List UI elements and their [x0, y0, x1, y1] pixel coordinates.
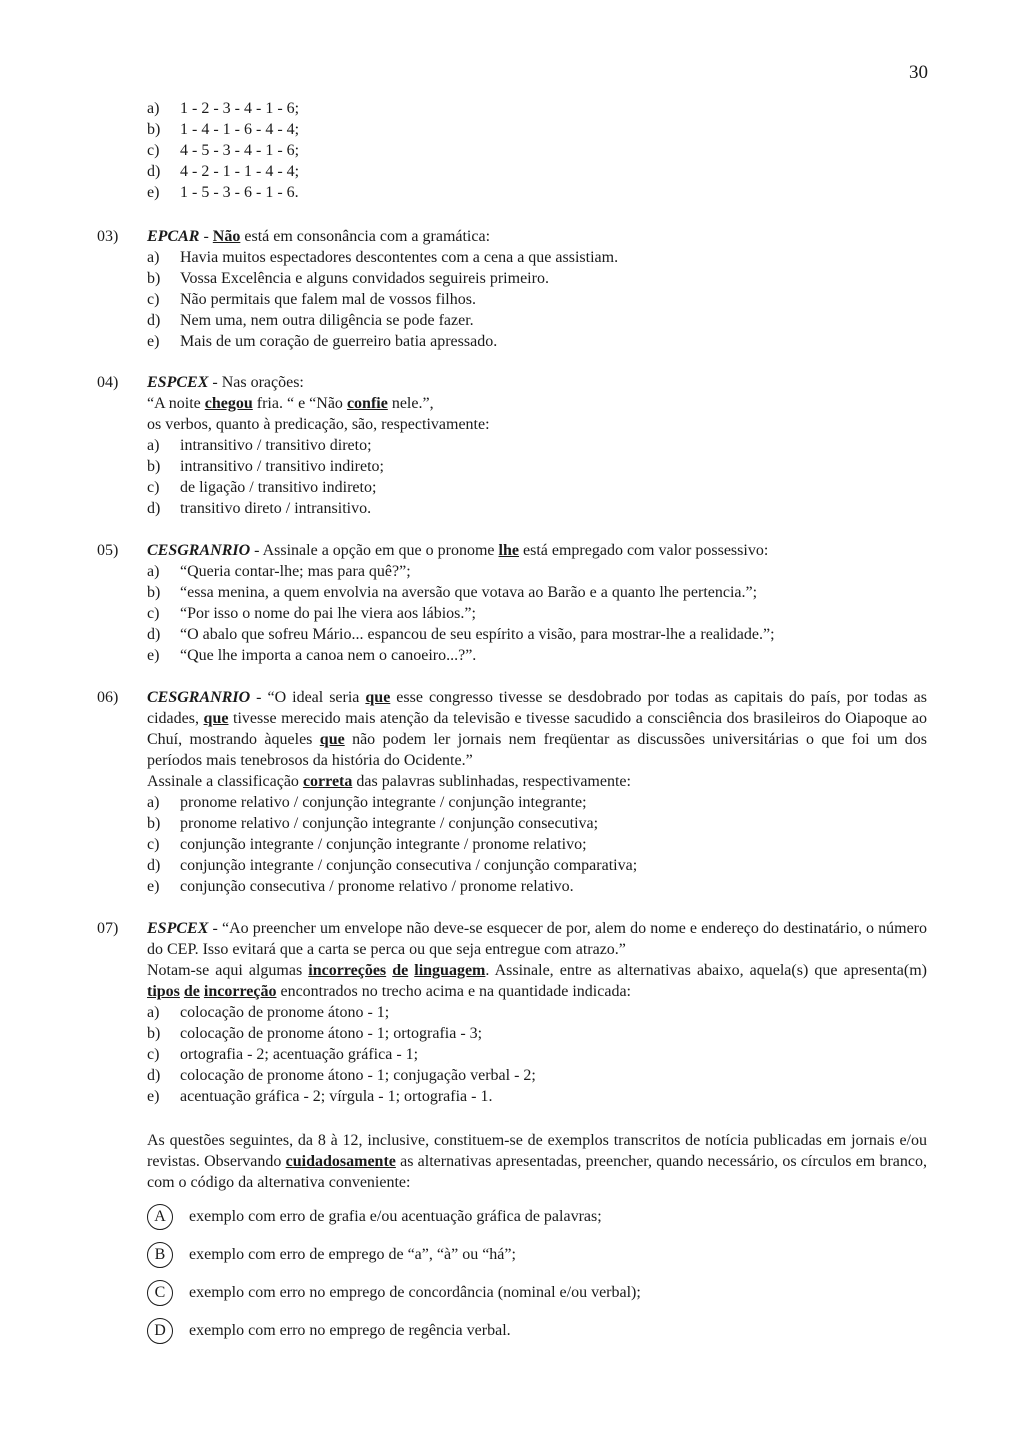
- option-letter: d): [147, 163, 161, 180]
- option-text: intransitivo / transitivo indireto;: [180, 458, 384, 475]
- option-item: [147, 182, 927, 203]
- option-text: conjunção integrante / conjunção consecutiva / conjunção comparativa;: [180, 857, 638, 874]
- option-item: [147, 834, 927, 855]
- question-number: 04): [97, 374, 119, 391]
- option-letter: a): [147, 100, 160, 117]
- code-row: [147, 1317, 927, 1345]
- option-text: “Queria contar-lhe; mas para quê?”;: [180, 563, 411, 580]
- code-description: exemplo com erro no emprego de regência verbal.: [189, 1322, 511, 1339]
- option-text: pronome relativo / conjunção integrante / conjunção consecutiva;: [180, 815, 599, 832]
- options-list: [147, 435, 927, 519]
- emphasized-word: que: [365, 689, 391, 706]
- question-instruction: Assinale a classificação correta das palavras sublinhadas, respectivamente:: [147, 773, 631, 790]
- option-letter: d): [147, 500, 161, 517]
- option-text: 4 - 5 - 3 - 4 - 1 - 6;: [180, 142, 300, 159]
- question-number: 03): [97, 228, 119, 245]
- option-text: Havia muitos espectadores descontentes com a cena a que assistiam.: [180, 249, 619, 266]
- question-stem: ESPCEX - Nas orações:: [147, 374, 304, 391]
- question-source: ESPCEX: [147, 374, 209, 391]
- option-item: [147, 876, 927, 897]
- option-item: [147, 268, 927, 289]
- option-text: intransitivo / transitivo direto;: [180, 437, 372, 454]
- emphasized-word: de: [392, 962, 409, 979]
- option-item: [147, 1023, 927, 1044]
- circled-code-letter: D: [147, 1318, 173, 1344]
- option-item: [147, 456, 927, 477]
- question-stem: EPCAR - Não está em consonância com a gramática:: [147, 228, 491, 245]
- option-item: [147, 1002, 927, 1023]
- question-number: 06): [97, 689, 119, 706]
- option-letter: b): [147, 584, 161, 601]
- option-item: [147, 1065, 927, 1086]
- option-item: [147, 331, 927, 352]
- option-text: ortografia - 2; acentuação gráfica - 1;: [180, 1046, 419, 1063]
- code-row: [147, 1279, 927, 1307]
- question-source: ESPCEX: [147, 920, 209, 937]
- code-legend: [147, 1203, 927, 1355]
- option-item: [147, 477, 927, 498]
- option-item: [147, 310, 927, 331]
- instructions-paragraph: As questões seguintes, da 8 à 12, inclusive, constituem-se de exemplos transcritos de notícia publicadas em jornais e/ou revistas. Observando cuidadosamente as alternativas apresentadas, preencher, quando necessário, os círculos em branco, com o código da alternativa conveniente:: [147, 1132, 928, 1191]
- question-07: [97, 918, 927, 1107]
- circled-code-letter: C: [147, 1280, 173, 1306]
- option-letter: a): [147, 794, 160, 811]
- question-quote: “A noite chegou fria. “ e “Não confie nele.”,: [147, 395, 434, 412]
- circled-code-letter: A: [147, 1204, 173, 1230]
- emphasized-word: Não: [212, 228, 241, 245]
- emphasized-word: confie: [346, 395, 388, 412]
- option-item: [147, 855, 927, 876]
- option-text: colocação de pronome átono - 1; conjugação verbal - 2;: [180, 1067, 536, 1084]
- emphasized-word: cuidadosamente: [285, 1153, 396, 1170]
- option-text: 1 - 5 - 3 - 6 - 1 - 6.: [180, 184, 299, 201]
- option-text: “Que lhe importa a canoa nem o canoeiro...?”.: [180, 647, 477, 664]
- options-list: [147, 247, 927, 352]
- question-number: 07): [97, 920, 119, 937]
- emphasized-word: tipos: [147, 983, 180, 1000]
- option-text: transitivo direto / intransitivo.: [180, 500, 372, 517]
- option-letter: a): [147, 249, 160, 266]
- option-item: [147, 1086, 927, 1107]
- option-letter: e): [147, 333, 160, 350]
- question-number: 05): [97, 542, 119, 559]
- emphasized-word: lhe: [498, 542, 519, 559]
- question-source: EPCAR: [147, 228, 200, 245]
- emphasized-word: linguagem: [414, 962, 486, 979]
- question-stem: CESGRANRIO - Assinale a opção em que o pronome lhe está empregado com valor possessivo:: [147, 542, 769, 559]
- option-item: [147, 161, 927, 182]
- code-description: exemplo com erro no emprego de concordância (nominal e/ou verbal);: [189, 1284, 641, 1301]
- option-item: [147, 813, 927, 834]
- option-text: “Por isso o nome do pai lhe viera aos lábios.”;: [180, 605, 476, 622]
- option-letter: b): [147, 121, 161, 138]
- question-source: CESGRANRIO: [147, 542, 251, 559]
- option-text: Nem uma, nem outra diligência se pode fazer.: [180, 312, 474, 329]
- option-text: “essa menina, a quem envolvia na aversão que votava ao Barão e a quanto lhe pertencia.”;: [180, 584, 758, 601]
- option-item: [147, 435, 927, 456]
- option-letter: e): [147, 1088, 160, 1105]
- question-instruction: os verbos, quanto à predicação, são, respectivamente:: [147, 416, 490, 433]
- options-list: [147, 561, 927, 666]
- option-letter: d): [147, 857, 161, 874]
- option-letter: e): [147, 647, 160, 664]
- question-stem: ESPCEX - “Ao preencher um envelope não deve-se esquecer de por, alem do nome e endereço do destinatário, o número do CEP. Isso evitará que a carta se perca ou que seja entregue com atrazo.”: [147, 920, 927, 958]
- option-letter: a): [147, 437, 160, 454]
- option-letter: c): [147, 1046, 160, 1063]
- options-list: [147, 1002, 927, 1107]
- question-03: [97, 226, 927, 352]
- option-letter: d): [147, 312, 161, 329]
- option-text: acentuação gráfica - 2; vírgula - 1; ortografia - 1.: [180, 1088, 493, 1105]
- option-text: pronome relativo / conjunção integrante / conjunção integrante;: [180, 794, 587, 811]
- option-letter: e): [147, 184, 160, 201]
- option-item: [147, 247, 927, 268]
- option-letter: d): [147, 626, 161, 643]
- emphasized-word: incorreções: [308, 962, 387, 979]
- option-item: [147, 603, 927, 624]
- option-item: [147, 119, 927, 140]
- emphasized-word: incorreção: [203, 983, 277, 1000]
- option-letter: a): [147, 563, 160, 580]
- option-text: de ligação / transitivo indireto;: [180, 479, 377, 496]
- option-text: colocação de pronome átono - 1; ortografia - 3;: [180, 1025, 483, 1042]
- circled-code-letter: B: [147, 1242, 173, 1268]
- option-letter: e): [147, 878, 160, 895]
- option-item: [147, 645, 927, 666]
- option-item: [147, 1044, 927, 1065]
- option-text: colocação de pronome átono - 1;: [180, 1004, 390, 1021]
- option-letter: b): [147, 815, 161, 832]
- page-number: 30: [909, 62, 928, 83]
- option-text: “O abalo que sofreu Mário... espancou de seu espírito a visão, para mostrar-lhe a realidade.”;: [180, 626, 775, 643]
- question-instruction: Notam-se aqui algumas incorreções de linguagem. Assinale, entre as alternativas abaixo, aquela(s) que apresenta(m) tipos de incorreção encontrados no trecho acima e na quantidade indicada:: [147, 962, 928, 1000]
- question-06: [97, 687, 927, 897]
- option-text: conjunção integrante / conjunção integrante / pronome relativo;: [180, 836, 587, 853]
- question-05: [97, 540, 927, 666]
- emphasized-word: correta: [302, 773, 353, 790]
- option-text: Não permitais que falem mal de vossos filhos.: [180, 291, 476, 308]
- option-item: [147, 289, 927, 310]
- emphasized-word: de: [183, 983, 200, 1000]
- option-letter: b): [147, 1025, 161, 1042]
- question-02-options: [97, 98, 927, 203]
- option-item: [147, 561, 927, 582]
- option-text: Vossa Excelência e alguns convidados seguireis primeiro.: [180, 270, 549, 287]
- code-row: [147, 1241, 927, 1269]
- option-text: Mais de um coração de guerreiro batia apressado.: [180, 333, 498, 350]
- question-source: CESGRANRIO: [147, 689, 251, 706]
- option-letter: c): [147, 479, 160, 496]
- option-letter: c): [147, 836, 160, 853]
- code-description: exemplo com erro de emprego de “a”, “à” ou “há”;: [189, 1246, 516, 1263]
- option-letter: b): [147, 458, 161, 475]
- option-letter: a): [147, 1004, 160, 1021]
- option-letter: c): [147, 142, 160, 159]
- option-item: [147, 582, 927, 603]
- option-text: 1 - 2 - 3 - 4 - 1 - 6;: [180, 100, 300, 117]
- option-letter: c): [147, 605, 160, 622]
- options-list: [147, 792, 927, 897]
- emphasized-word: que: [203, 710, 229, 727]
- emphasized-word: que: [319, 731, 345, 748]
- option-item: [147, 140, 927, 161]
- option-text: 4 - 2 - 1 - 1 - 4 - 4;: [180, 163, 300, 180]
- option-item: [147, 98, 927, 119]
- option-item: [147, 624, 927, 645]
- option-letter: c): [147, 291, 160, 308]
- options-list: [147, 98, 927, 203]
- code-row: [147, 1203, 927, 1231]
- option-item: [147, 792, 927, 813]
- emphasized-word: chegou: [204, 395, 253, 412]
- option-item: [147, 498, 927, 519]
- option-text: 1 - 4 - 1 - 6 - 4 - 4;: [180, 121, 300, 138]
- option-text: conjunção consecutiva / pronome relativo / pronome relativo.: [180, 878, 574, 895]
- question-04: [97, 372, 927, 519]
- option-letter: b): [147, 270, 161, 287]
- option-letter: d): [147, 1067, 161, 1084]
- question-stem: CESGRANRIO - “O ideal seria que esse congresso tivesse se desdobrado por todas as capitais do país, por todas as cidades, que tivesse merecido mais atenção da televisão e tivesse sacudido a consciência dos brasileiros do Oiapoque ao Chuí, mostrando àqueles que não podem ler jornais nem freqüentar as discussões universitárias o que foi um dos períodos mais tenebrosos da história do Ocidente.”: [147, 689, 928, 769]
- code-description: exemplo com erro de grafia e/ou acentuação gráfica de palavras;: [189, 1208, 602, 1225]
